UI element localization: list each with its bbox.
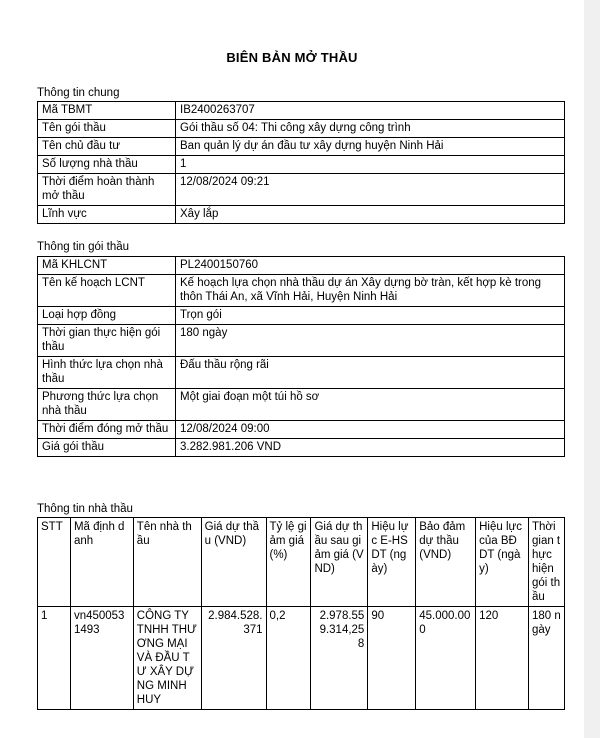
info-label: Thời gian thực hiện gói thầu [38,325,176,357]
info-row [38,357,565,389]
info-row [38,102,565,120]
package-info-heading: Thông tin gói thầu [37,241,130,253]
info-row [38,307,565,325]
info-value: IB2400263707 [176,102,565,120]
info-row [38,257,565,275]
info-value: 180 ngày [176,325,565,357]
column-header: Mã định danh [70,518,133,607]
info-label: Tên gói thầu [38,120,176,138]
column-header: Hiệu lực của BĐ DT (ngày) [476,518,529,607]
info-label: Thời điểm đóng mở thầu [38,421,176,439]
scrollbar-gutter [584,0,600,738]
info-label: Hình thức lựa chọn nhà thầu [38,357,176,389]
info-value: Trọn gói [176,307,565,325]
table-cell: 90 [368,607,416,710]
table-cell: 2.984.528.371 [201,607,266,710]
info-label: Loại hợp đồng [38,307,176,325]
info-row [38,120,565,138]
column-header: Thời gian thực hiện gói thầu [529,518,565,607]
info-label: Phương thức lựa chọn nhà thầu [38,389,176,421]
document-title: BIÊN BẢN MỞ THẦU [226,50,358,65]
column-header: Tỷ lệ giảm giá (%) [266,518,311,607]
info-value: 12/08/2024 09:00 [176,421,565,439]
info-row [38,174,565,206]
info-value: Gói thầu số 04: Thi công xây dựng công trình [176,120,565,138]
table-cell: CÔNG TY TNHH THƯƠNG MẠI VÀ ĐẦU TƯ XÂY DỰNG MINH HUY [133,607,201,710]
info-label: Mã KHLCNT [38,257,176,275]
info-row [38,206,565,224]
package-info-table [37,256,565,457]
general-info-heading: Thông tin chung [37,87,120,99]
general-info-table [37,101,565,224]
bidder-info-heading: Thông tin nhà thầu [37,503,133,515]
table-cell: 120 [476,607,529,710]
info-label: Số lượng nhà thầu [38,156,176,174]
info-row [38,421,565,439]
table-cell: vn4500531493 [70,607,133,710]
column-header: Giá dự thầu sau giảm giá (VND) [311,518,368,607]
bidder-info-table [37,517,565,710]
info-value: PL2400150760 [176,257,565,275]
info-row [38,389,565,421]
info-value: Một giai đoạn một túi hồ sơ [176,389,565,421]
info-label: Giá gói thầu [38,439,176,457]
info-value: Xây lắp [176,206,565,224]
table-cell: 45.000.000 [416,607,476,710]
info-value: 1 [176,156,565,174]
table-cell: 180 ngày [529,607,565,710]
info-label: Mã TBMT [38,102,176,120]
info-row [38,138,565,156]
info-value: Kế hoạch lựa chọn nhà thầu dự án Xây dựng bờ tràn, kết hợp kè trong thôn Thái An, xã Vĩnh Hải, Huyện Ninh Hải [176,275,565,307]
table-row [38,607,565,710]
table-cell: 0,2 [266,607,311,710]
info-row [38,156,565,174]
info-value: Đấu thầu rộng rãi [176,357,565,389]
info-value: 12/08/2024 09:21 [176,174,565,206]
info-label: Thời điểm hoàn thành mở thầu [38,174,176,206]
table-cell: 2.978.559.314,258 [311,607,368,710]
info-label: Tên kế hoạch LCNT [38,275,176,307]
info-row [38,325,565,357]
info-value: 3.282.981.206 VND [176,439,565,457]
column-header: Hiệu lực E-HSDT (ngày) [368,518,416,607]
info-row [38,439,565,457]
table-cell: 1 [38,607,71,710]
column-header: STT [38,518,71,607]
info-label: Tên chủ đầu tư [38,138,176,156]
column-header: Giá dự thầu (VND) [201,518,266,607]
column-header: Tên nhà thầu [133,518,201,607]
info-value: Ban quản lý dự án đầu tư xây dựng huyện Ninh Hải [176,138,565,156]
info-row [38,275,565,307]
info-label: Lĩnh vực [38,206,176,224]
column-header: Bảo đảm dự thầu (VND) [416,518,476,607]
